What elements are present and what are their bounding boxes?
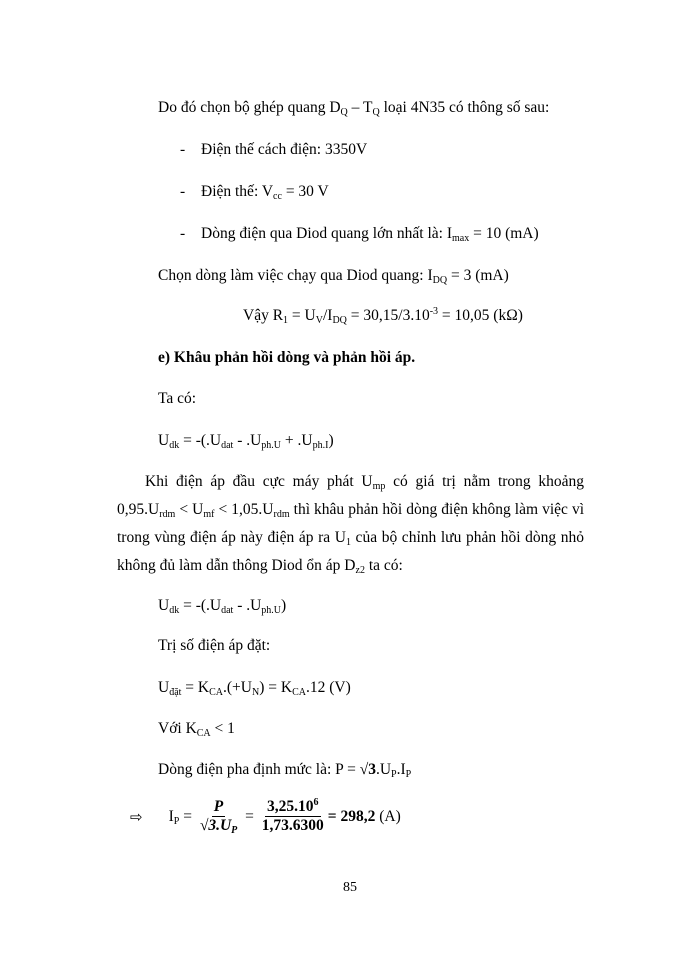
bullet-item: - Điện thế: $V_{cc} = 30$ V xyxy=(180,183,329,202)
r1-equation: Vậy $R_1 = U_V/I_{DQ} = 30,15/3.10^{-3} = 10,05$ (kΩ) xyxy=(243,306,523,326)
udat-equation: $U_{đặt} = K_{CA}.(+U_N) = K_{CA}.12$ (V) xyxy=(158,679,351,698)
udk-equation: $U_{dk} = -(.U_{dat} - .U_{ph.U} + .U_{ph.I})$ xyxy=(158,432,334,451)
choose-current-line: Chọn dòng làm việc chạy qua Diod quang: $I_{DQ} = 3$ (mA) xyxy=(158,267,509,286)
implies-arrow-icon: ⇨ xyxy=(130,807,143,826)
paragraph-line: trong vùng điện áp này điện áp ra $U_1$ của bộ chỉnh lưu phản hồi dòng nhỏ xyxy=(117,529,584,548)
fraction-p-over-sqrt3-up: $\frac{P}{√3.U_P}$ xyxy=(199,798,238,836)
paragraph-line: $0,95.U_{rdm} < U_{mf} < 1,05.U_{rdm}$ thì khâu phản hồi dòng điện không làm việc vì xyxy=(117,501,585,520)
fraction-numeric: $\frac{3,25.10^6}{1,73.6300}$ xyxy=(261,797,324,834)
kca-condition: Với $K_{CA} < 1$ xyxy=(158,720,235,739)
intro-line: Do đó chọn bộ ghép quang $D_Q - T_Q$ loại 4N35 có thông số sau: xyxy=(158,99,550,118)
text-line: Ta có: xyxy=(158,390,197,407)
bullet-item: - Điện thế cách điện: 3350V xyxy=(180,141,368,158)
power-formula: Dòng điện pha định mức là: $P = √3.U_P.I_P$ xyxy=(158,761,412,780)
bullet-item: - Dòng điện qua Diod quang lớn nhất là: $I_{max} = 10$ (mA) xyxy=(180,225,539,244)
section-heading: e) Khâu phản hồi dòng và phản hồi áp. xyxy=(158,349,416,366)
text-line: Trị số điện áp đặt: xyxy=(158,637,271,654)
paragraph-line: không đủ làm dẫn thông Diod ổn áp $D_{z2}$ ta có: xyxy=(117,557,403,576)
paragraph-line: Khi điện áp đầu cực máy phát $U_{mp}$ có giá trị nằm trong khoảng xyxy=(145,473,585,492)
ip-calculation: ⇨ $I_P$ = $\frac{P}{√3.U_P}$ = $\frac{3,25.10^6}{1,73.6300}$ = 298,2 (A) xyxy=(130,797,401,836)
page-number: 85 xyxy=(343,880,357,895)
udk-equation-2: $U_{dk} = -(.U_{dat} - .U_{ph.U})$ xyxy=(158,597,287,616)
